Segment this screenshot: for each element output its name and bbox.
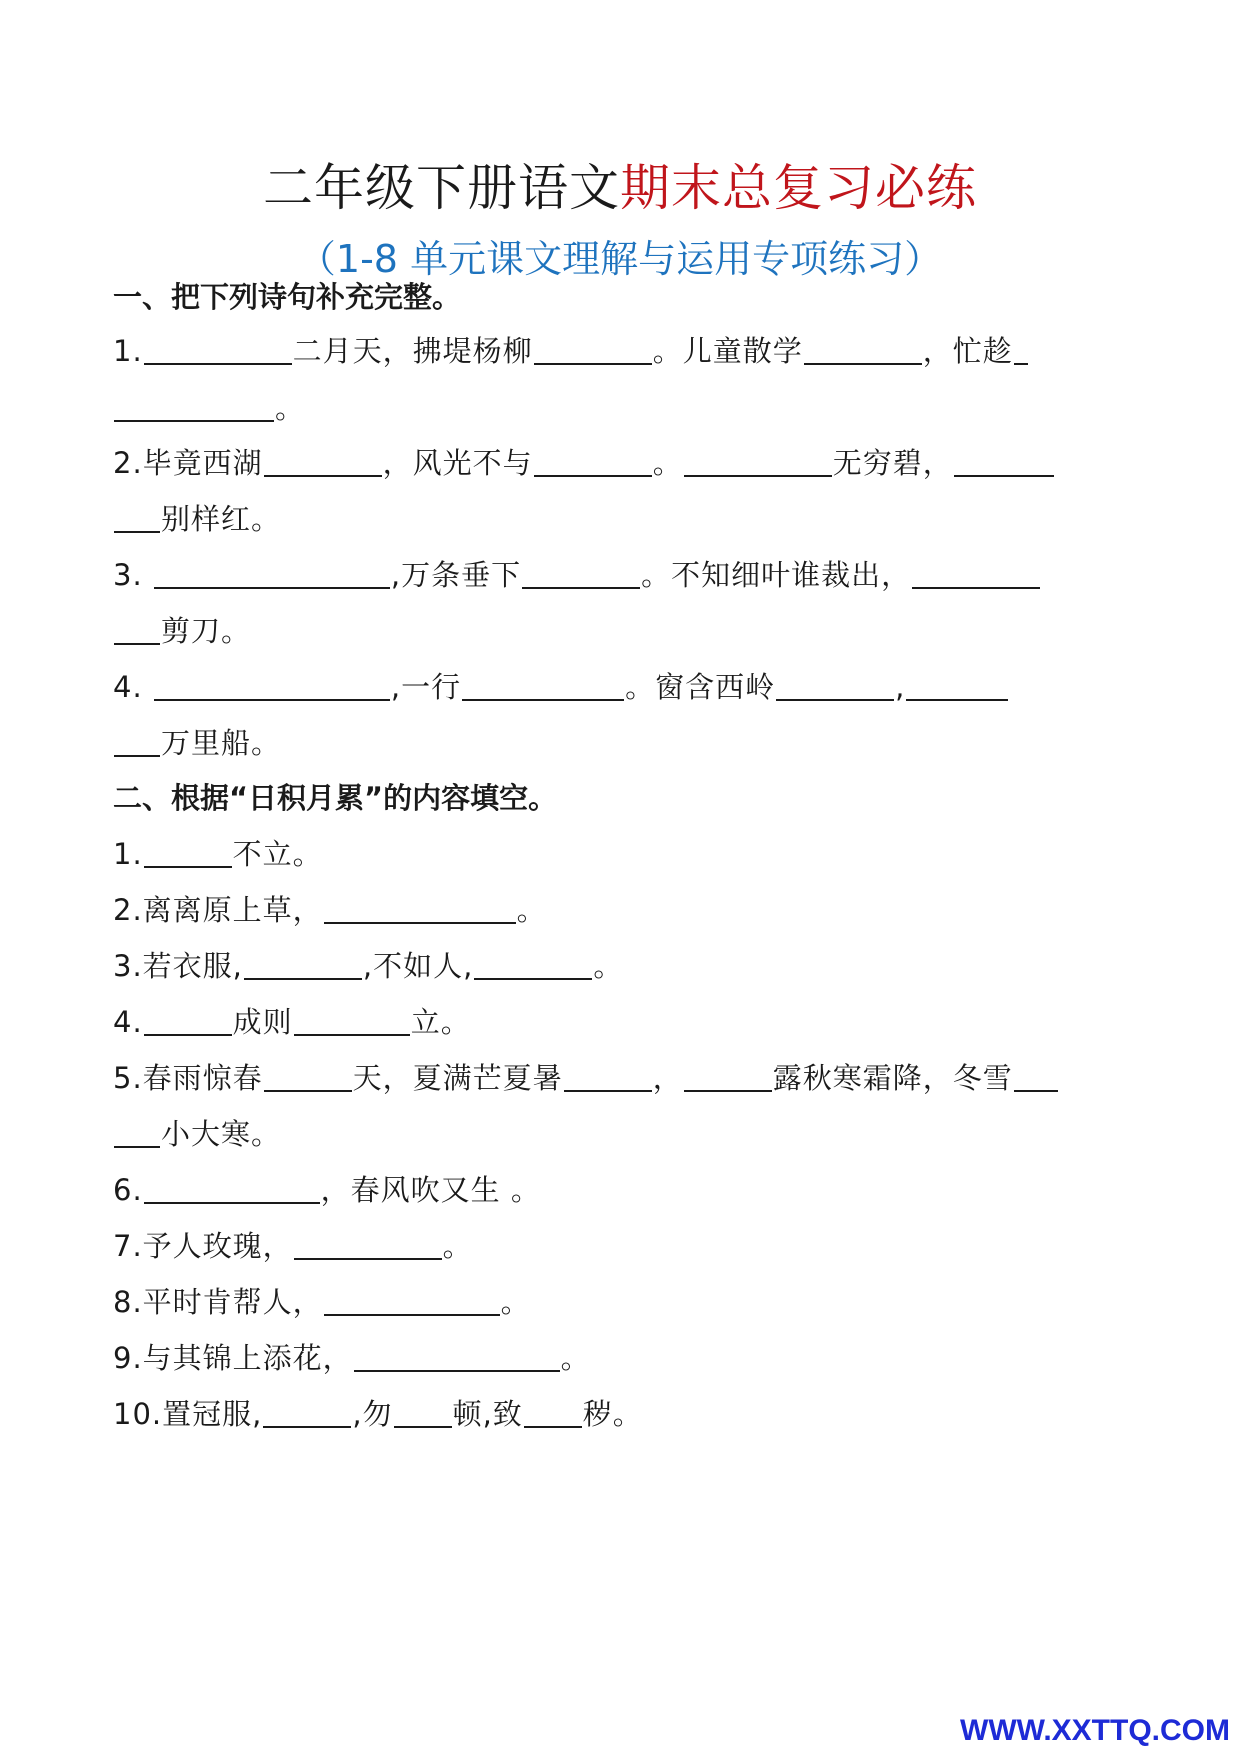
exercise-line: 3. ,万条垂下 。不知细叶谁裁出， (113, 555, 1041, 595)
blank[interactable] (263, 1396, 351, 1428)
blank[interactable] (522, 557, 640, 589)
blank[interactable] (394, 1396, 452, 1428)
blank[interactable] (912, 557, 1040, 589)
exercise-line: 2.离离原上草， 。 (113, 893, 547, 927)
blank[interactable] (906, 669, 1008, 701)
page-subtitle: （1-8 单元课文理解与运用专项练习） (297, 237, 943, 281)
blank[interactable] (144, 1004, 232, 1036)
blank[interactable] (684, 445, 832, 477)
blank[interactable] (462, 669, 624, 701)
exercise-line: 万里船。 (113, 723, 281, 763)
blank[interactable] (144, 333, 292, 365)
blank[interactable] (144, 836, 232, 868)
blank[interactable] (1014, 1060, 1058, 1092)
exercise-line: 8.平时肯帮人， 。 (113, 1285, 531, 1319)
blank[interactable] (954, 445, 1054, 477)
blank[interactable] (114, 613, 160, 645)
exercise-line: 别样红。 (113, 499, 281, 539)
blank[interactable] (294, 1004, 410, 1036)
blank[interactable] (294, 1228, 442, 1260)
page-title (0, 158, 1240, 218)
blank[interactable] (474, 948, 592, 980)
blank[interactable] (264, 445, 382, 477)
exercise-line: 7.予人玫瑰， 。 (113, 1229, 473, 1263)
blank[interactable] (154, 557, 390, 589)
blank[interactable] (114, 1116, 160, 1148)
blank[interactable] (114, 501, 160, 533)
blank[interactable] (144, 1172, 320, 1204)
blank[interactable] (534, 333, 652, 365)
exercise-line: 9.与其锦上添花， 。 (113, 1341, 591, 1375)
exercise-line: 剪刀。 (113, 611, 251, 651)
blank[interactable] (684, 1060, 772, 1092)
blank[interactable] (114, 390, 274, 422)
exercise-line: 4. ,一行 。窗含西岭 , (113, 667, 1009, 707)
blank[interactable] (264, 1060, 352, 1092)
exercise-line: 小大寒。 (113, 1114, 281, 1154)
blank[interactable] (804, 333, 922, 365)
blank[interactable] (1014, 333, 1028, 365)
exercise-line: 3.若衣服, ,不如人, 。 (113, 949, 624, 983)
blank[interactable] (154, 669, 390, 701)
blank[interactable] (524, 1396, 582, 1428)
blank[interactable] (114, 725, 160, 757)
exercise-line: 1. 二月天，拂堤杨柳 。儿童散学 ，忙趁 (113, 331, 1029, 371)
title-black-part: 二年级下册语文 (263, 159, 620, 217)
exercise-line: 2.毕竟西湖 ，风光不与 。 无穷碧， (113, 443, 1055, 483)
blank[interactable] (354, 1340, 560, 1372)
exercise-line: 5.春雨惊春 天，夏满芒夏暑 ， 露秋寒霜降，冬雪 (113, 1058, 1059, 1098)
exercise-line: 6. ，春风吹又生 。 (113, 1173, 541, 1207)
website-watermark: WWW.XXTTQ.COM (960, 1714, 1230, 1747)
exercise-line: 4. 成则 立。 (113, 1005, 471, 1039)
exercise-line: 。 (113, 388, 305, 428)
exercise-line: 10.置冠服, ,勿 顿,致 秽。 (113, 1397, 643, 1431)
blank[interactable] (534, 445, 652, 477)
exercise-line: 1. 不立。 (113, 837, 323, 871)
blank[interactable] (776, 669, 894, 701)
blank[interactable] (244, 948, 362, 980)
section1-heading: 一、把下列诗句补充完整。 (113, 280, 462, 314)
blank[interactable] (324, 1284, 500, 1316)
blank[interactable] (564, 1060, 652, 1092)
blank[interactable] (324, 892, 516, 924)
title-red-part: 期末总复习必练 (620, 159, 977, 217)
section2-heading: 二、根据“日积月累”的内容填空。 (113, 781, 558, 815)
